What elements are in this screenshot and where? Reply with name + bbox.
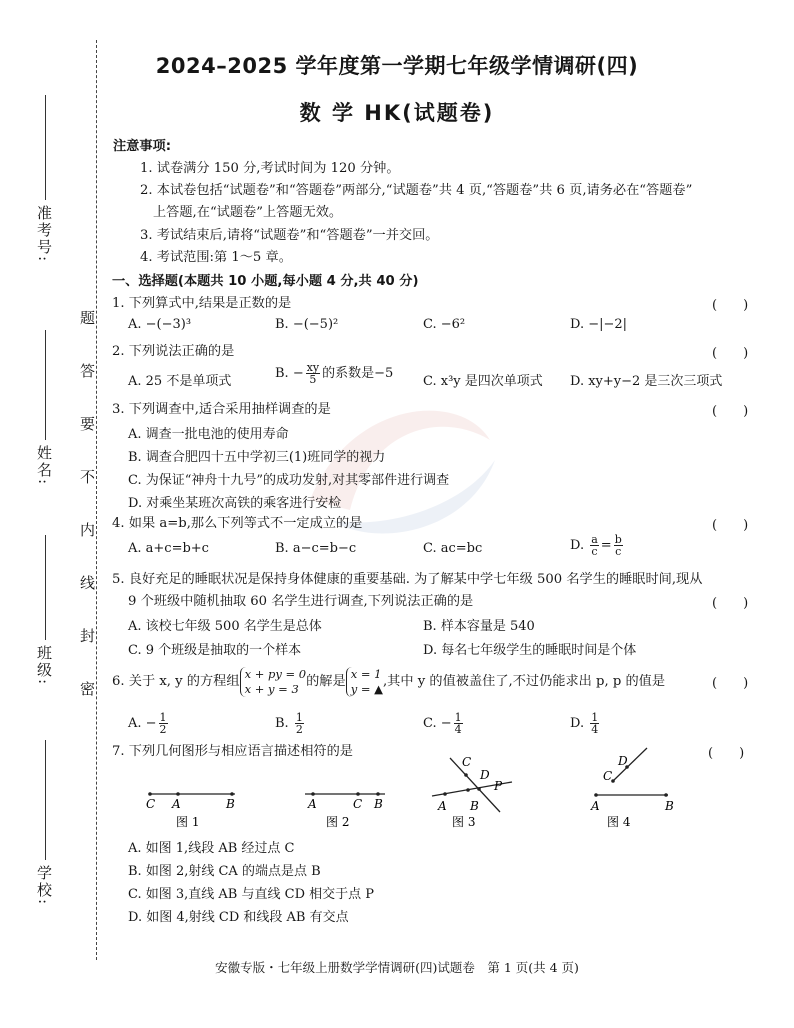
seal-char: 内 bbox=[80, 521, 96, 539]
q7-stem: 7. 下列几何图形与相应语言描述相符的是 bbox=[112, 744, 353, 759]
q3-option-c: C. 为保证“神舟十九号”的成功发射,对其零部件进行调查 bbox=[128, 473, 450, 488]
q1-stem: 1. 下列算式中,结果是正数的是 bbox=[112, 296, 292, 311]
exam-title: 2024–2025 学年度第一学期七年级学情调研(四) bbox=[155, 54, 639, 78]
q1-option-d: D. −|−2| bbox=[570, 317, 628, 332]
class-label: 班级: bbox=[35, 645, 53, 687]
q7-option-c: C. 如图 3,直线 AB 与直线 CD 相交于点 P bbox=[128, 887, 375, 902]
fig3-label-b: B bbox=[470, 799, 479, 813]
q4-option-c: C. ac=bc bbox=[423, 541, 483, 556]
q1-option-c: C. −6² bbox=[423, 317, 466, 332]
q4-answer-blank[interactable]: ( ) bbox=[712, 518, 749, 533]
section-heading: 一、选择题(本题共 10 小题,每小题 4 分,共 40 分) bbox=[112, 274, 419, 289]
fig3-label-c: C bbox=[462, 755, 472, 769]
q2-option-a: A. 25 不是单项式 bbox=[128, 374, 232, 389]
fig2-label-b: B bbox=[374, 797, 383, 811]
notes-heading: 注意事项: bbox=[113, 139, 172, 154]
system-line: y = ▲ bbox=[350, 681, 383, 696]
fig4-caption: 图 4 bbox=[607, 815, 631, 829]
fig3-caption: 图 3 bbox=[452, 815, 476, 829]
school-label: 学校: bbox=[35, 865, 53, 907]
q7-option-b: B. 如图 2,射线 CA 的端点是点 B bbox=[128, 864, 321, 879]
fraction-numerator: 1 bbox=[454, 711, 462, 724]
q6-stem-suffix: ,其中 y 的值被盖住了,不过仍能求出 p, p 的值是 bbox=[382, 674, 666, 689]
q5-stem-line1: 5. 良好充足的睡眠状况是保持身体健康的重要基础. 为了解某中学七年级 500 名学生的睡眠时间,现从 bbox=[112, 572, 703, 587]
fig4-label-d: D bbox=[618, 754, 628, 768]
figure-1 bbox=[146, 792, 235, 829]
fig3-label-d: D bbox=[480, 768, 490, 782]
fig4-label-b: B bbox=[665, 799, 674, 813]
q3-option-a: A. 调查一批电池的使用寿命 bbox=[128, 427, 289, 442]
q6-stem-middle: 的解是 bbox=[306, 674, 346, 689]
q2-option-c: C. x³y 是四次单项式 bbox=[423, 374, 543, 389]
fraction-numerator: 1 bbox=[159, 711, 167, 724]
fig1-label-c: C bbox=[146, 797, 156, 811]
fig1-caption: 图 1 bbox=[176, 815, 200, 829]
fraction-numerator: 1 bbox=[591, 711, 599, 724]
q1-option-b: B. −(−5)² bbox=[275, 317, 339, 332]
option-prefix: D. bbox=[570, 716, 589, 731]
fig4-label-c: C bbox=[603, 769, 613, 783]
fig3-label-a: A bbox=[438, 799, 447, 813]
q6-answer-blank[interactable]: ( ) bbox=[712, 676, 749, 691]
q4-option-b: B. a−c=b−c bbox=[275, 541, 357, 556]
q7-answer-blank[interactable]: ( ) bbox=[708, 746, 745, 761]
option-prefix: B. bbox=[275, 716, 293, 731]
fig3-label-p: P bbox=[494, 779, 503, 793]
q2-answer-blank[interactable]: ( ) bbox=[712, 346, 749, 361]
seal-char: 线 bbox=[80, 574, 96, 592]
fraction-denominator: 4 bbox=[454, 723, 462, 736]
exam-subtitle: 数 学 HK(试题卷) bbox=[299, 101, 495, 125]
fraction-numerator: a bbox=[591, 533, 598, 546]
notes-item: 1. 试卷满分 150 分,考试时间为 120 分钟。 bbox=[140, 161, 400, 176]
q4-option-d-prefix: D. bbox=[570, 538, 589, 553]
fig2-caption: 图 2 bbox=[326, 815, 350, 829]
figure-2 bbox=[305, 792, 385, 829]
fig4-label-a: A bbox=[591, 799, 600, 813]
notes-item: 4. 考试范围:第 1～5 章。 bbox=[140, 250, 292, 265]
seal-char: 要 bbox=[80, 415, 96, 433]
q3-option-b: B. 调查合肥四十五中学初三(1)班同学的视力 bbox=[128, 450, 386, 465]
q5-option-b: B. 样本容量是 540 bbox=[423, 619, 535, 634]
seal-char: 不 bbox=[80, 468, 96, 486]
q1-answer-blank[interactable]: ( ) bbox=[712, 298, 749, 313]
seal-char: 题 bbox=[80, 309, 96, 327]
q7-option-a: A. 如图 1,线段 AB 经过点 C bbox=[128, 841, 295, 856]
q3-answer-blank[interactable]: ( ) bbox=[712, 404, 749, 419]
q5-stem-line2: 9 个班级中随机抽取 60 名学生进行调查,下列说法正确的是 bbox=[128, 594, 474, 609]
q2-option-b-suffix: 的系数是−5 bbox=[322, 366, 394, 381]
q3-option-d: D. 对乘坐某班次高铁的乘客进行安检 bbox=[128, 496, 342, 511]
fig2-label-c: C bbox=[353, 797, 363, 811]
exam-no-label: 准考号: bbox=[35, 205, 53, 264]
option-prefix: C. − bbox=[423, 716, 452, 731]
q7-option-d: D. 如图 4,射线 CD 和线段 AB 有交点 bbox=[128, 910, 349, 925]
page-footer: 安徽专版・七年级上册数学学情调研(四)试题卷 第 1 页(共 4 页) bbox=[215, 960, 579, 975]
fraction-numerator: 1 bbox=[295, 711, 303, 724]
q3-stem: 3. 下列调查中,适合采用抽样调查的是 bbox=[112, 402, 331, 417]
seal-char: 封 bbox=[80, 627, 96, 645]
notes-item: 3. 考试结束后,请将“试题卷”和“答题卷”一并交回。 bbox=[140, 228, 439, 243]
seal-char: 密 bbox=[80, 680, 96, 698]
fig1-label-b: B bbox=[226, 797, 235, 811]
q5-option-d: D. 每名七年级学生的睡眠时间是个体 bbox=[423, 643, 637, 658]
option-prefix: A. − bbox=[128, 716, 157, 731]
system-line: x = 1 bbox=[350, 666, 382, 681]
fraction-denominator: c bbox=[591, 545, 598, 558]
notes-item: 2. 本试卷包括“试题卷”和“答题卷”两部分,“试题卷”共 4 页,“答题卷”共 6 页,请务必在“答题卷” bbox=[140, 183, 693, 198]
fraction-denominator: 4 bbox=[591, 723, 599, 736]
q2-option-d: D. xy+y−2 是三次三项式 bbox=[570, 374, 723, 389]
q5-option-c: C. 9 个班级是抽取的一个样本 bbox=[128, 643, 302, 658]
system-line: x + y = 3 bbox=[244, 681, 299, 696]
q1-option-a: A. −(−3)³ bbox=[128, 317, 192, 332]
q2-stem: 2. 下列说法正确的是 bbox=[112, 344, 235, 359]
notes-item: 上答题,在“试题卷”上答题无效。 bbox=[153, 205, 343, 220]
figure-3 bbox=[432, 755, 512, 829]
fig1-label-a: A bbox=[172, 797, 181, 811]
name-label: 姓名: bbox=[35, 445, 53, 487]
fraction-denominator: 5 bbox=[309, 373, 317, 386]
fig2-label-a: A bbox=[308, 797, 317, 811]
q5-answer-blank[interactable]: ( ) bbox=[712, 596, 749, 611]
q6-stem-prefix: 6. 关于 x, y 的方程组 bbox=[112, 674, 240, 689]
figure-4 bbox=[590, 748, 674, 829]
q4-stem: 4. 如果 a=b,那么下列等式不一定成立的是 bbox=[112, 516, 363, 531]
fraction-numerator: xy bbox=[306, 361, 320, 374]
fraction-denominator: 2 bbox=[295, 723, 303, 736]
equals-sign: = bbox=[600, 538, 612, 553]
fraction-denominator: 2 bbox=[159, 723, 167, 736]
q2-option-b-prefix: B. − bbox=[275, 366, 304, 381]
fraction-numerator: b bbox=[614, 533, 622, 546]
fraction-denominator: c bbox=[615, 545, 622, 558]
q4-option-a: A. a+c=b+c bbox=[128, 541, 209, 556]
seal-char: 答 bbox=[80, 362, 96, 380]
system-line: x + py = 0 bbox=[244, 666, 307, 681]
q5-option-a: A. 该校七年级 500 名学生是总体 bbox=[128, 619, 322, 634]
